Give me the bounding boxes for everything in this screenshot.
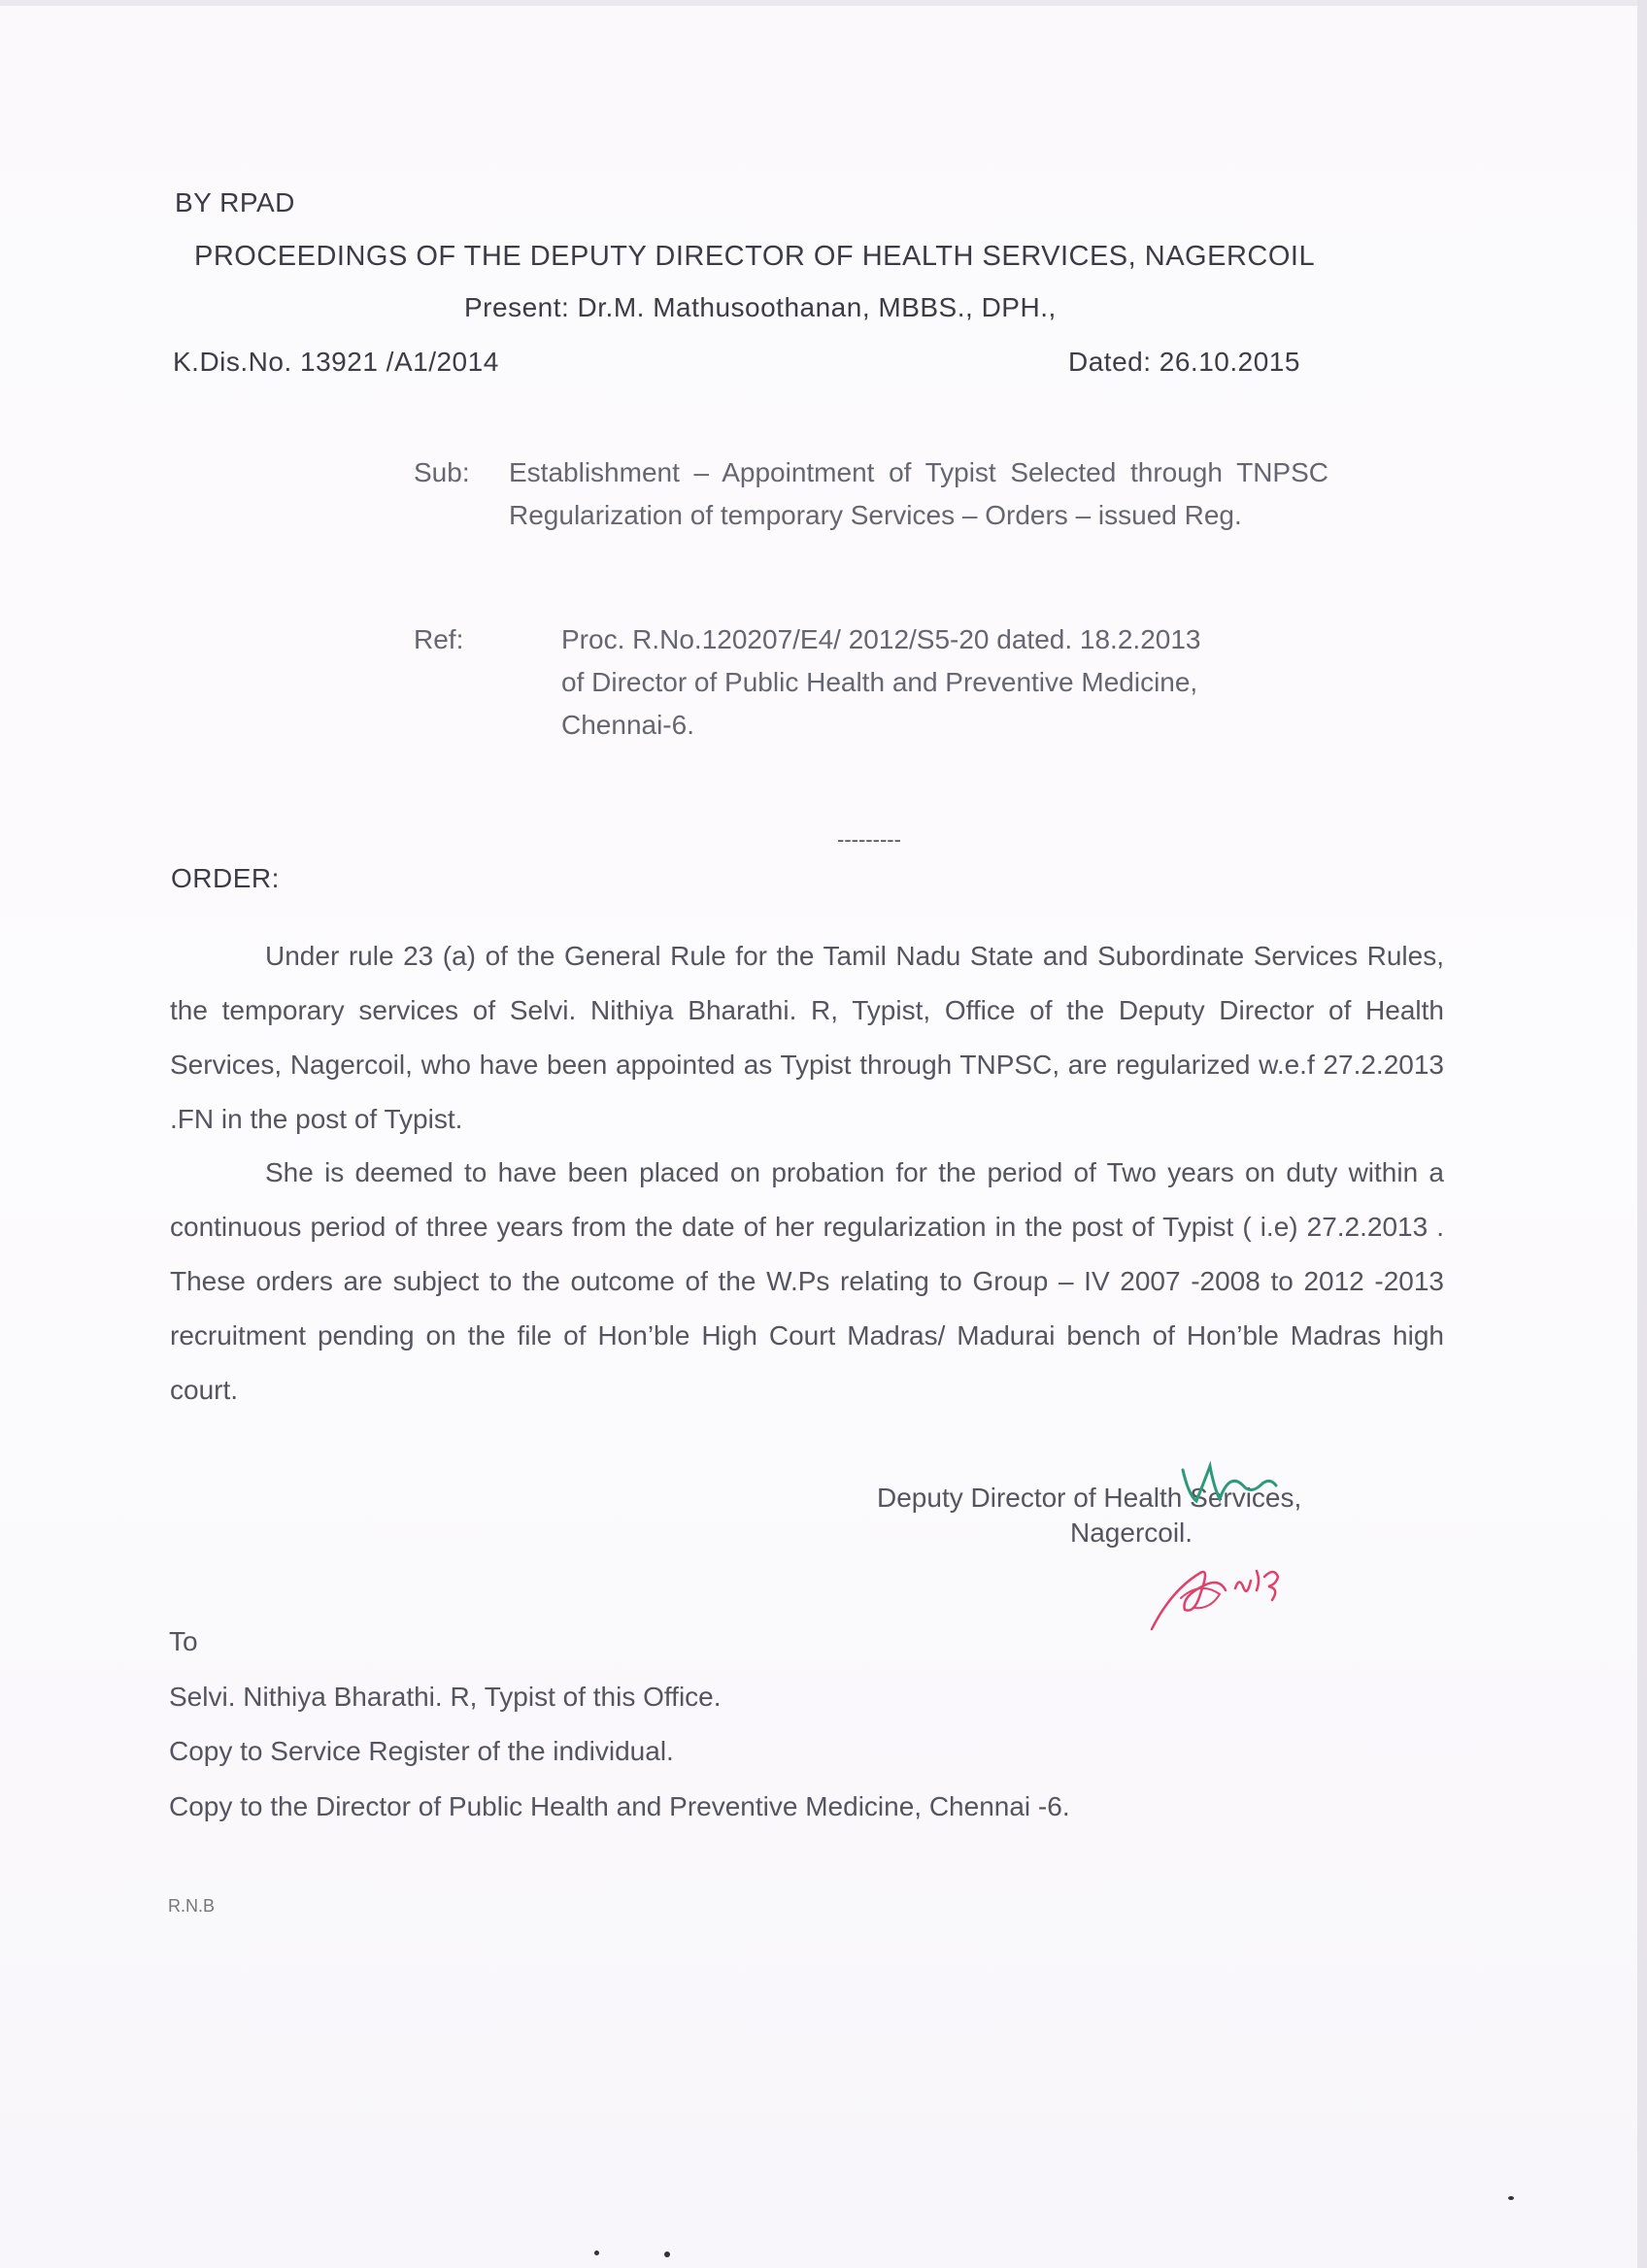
date-initials-mark <box>1142 1551 1317 1639</box>
signatory-place: Nagercoil. <box>1070 1518 1193 1548</box>
present-officer: Present: Dr.M. Mathusoothanan, MBBS., DPH., <box>464 292 1057 322</box>
scan-speck <box>664 2251 670 2257</box>
proceedings-title: PROCEEDINGS OF THE DEPUTY DIRECTOR OF HEALTH SERVICES, NAGERCOIL <box>194 241 1316 272</box>
reference-line: of Director of Public Health and Preventive Medicine, <box>561 667 1198 697</box>
recipient: Selvi. Nithiya Bharathi. R, Typist of this Office. <box>169 1682 722 1712</box>
page-right-edge <box>1637 0 1647 2268</box>
reference-line: Proc. R.No.120207/E4/ 2012/S5-20 dated. 18.2.2013 <box>561 624 1201 654</box>
subject-text: Establishment – Appointment of Typist Selected through TNPSC Regularization of temporary Services – Orders – issued Reg. <box>509 457 1328 530</box>
reference-text <box>561 618 1338 747</box>
copy-service-register: Copy to Service Register of the individual. <box>169 1736 674 1766</box>
signature-mark <box>1175 1456 1282 1515</box>
reference-line: Chennai-6. <box>561 710 694 740</box>
typist-initials: R.N.B <box>168 1896 216 1916</box>
subject-label: Sub: <box>414 457 470 487</box>
order-paragraph-1: Under rule 23 (a) of the General Rule for the Tamil Nadu State and Subordinate Services Rules, the temporary services of Selvi. Nithiya Bharathi. R, Typist, Office of the Deputy Director of Health Services, Nagercoil, who have been appointed as Typist through TNPSC, are regularized w.e.f 27.2.2013 .FN in the post of Typist. <box>170 941 1444 1134</box>
reference-label: Ref: <box>414 624 464 654</box>
file-number: K.Dis.No. 13921 /A1/2014 <box>173 347 499 377</box>
signatory-designation: Deputy Director of Health Services, <box>877 1483 1302 1513</box>
order-paragraph-2: She is deemed to have been placed on probation for the period of Two years on duty within a continuous period of three years from the date of her regularization in the post of Typist ( i.e) 27.2.2013 . These orders are subject to the outcome of the W.Ps relating to Group – IV 2007 -2008 to 2012 -2013 recruitment pending on the file of Hon’ble High Court Madras/ Madurai bench of Hon’ble Madras high court. <box>170 1157 1444 1405</box>
scan-speck <box>594 2251 599 2255</box>
dated: Dated: 26.10.2015 <box>1068 347 1300 377</box>
to-label: To <box>169 1626 198 1656</box>
separator: --------- <box>837 827 901 851</box>
scan-speck <box>1508 2196 1514 2200</box>
copy-director: Copy to the Director of Public Health and Preventive Medicine, Chennai -6. <box>169 1791 1070 1821</box>
page-top-edge <box>0 0 1647 6</box>
dispatch-mode: BY RPAD <box>175 187 295 217</box>
order-heading: ORDER: <box>171 863 280 893</box>
